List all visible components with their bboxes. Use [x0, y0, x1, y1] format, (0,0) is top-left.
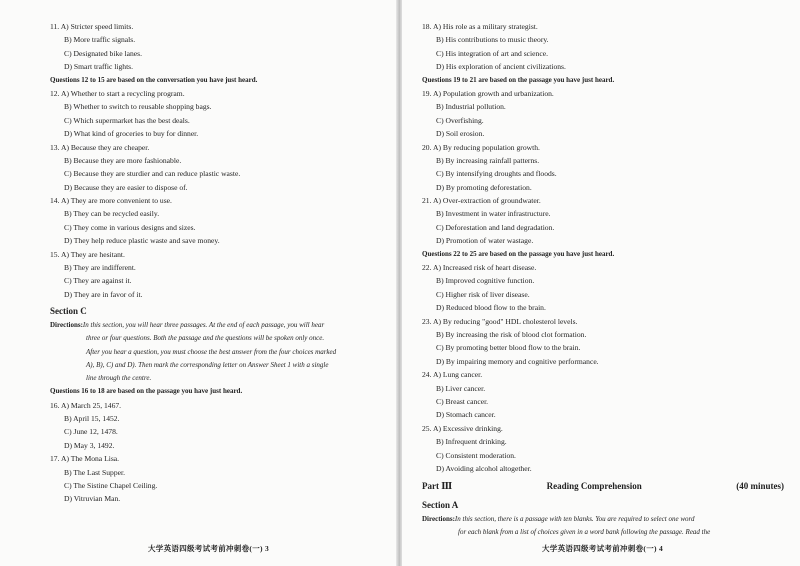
answer-option: D) Reduced blood flow to the brain. [436, 303, 546, 313]
question-option-a: 12. A) Whether to start a recycling program. [50, 88, 185, 98]
right-question-block [422, 20, 784, 475]
question-option-a: 16. A) March 25, 1467. [50, 400, 122, 410]
answer-option: C) They come in various designs and sizes. [64, 222, 196, 232]
directions-line: for each blank from a list of choices given in a word bank following the passage. Read the [458, 528, 711, 537]
answer-option: B) More traffic signals. [64, 35, 136, 45]
question-option-a: 14. A) They are more convenient to use. [50, 196, 172, 206]
answer-option: C) Higher risk of liver disease. [436, 289, 530, 299]
answer-option: B) April 15, 1452. [64, 414, 120, 423]
right-directions [422, 513, 784, 539]
directions-line: A), B), C) and D). Then mark the corresponding letter on Answer Sheet 1 with a single [86, 360, 329, 369]
answer-option: B) By increasing rainfall patterns. [436, 155, 540, 165]
question-option-a: 19. A) Population growth and urbanization. [422, 88, 554, 98]
question-option-a: 22. A) Increased risk of heart disease. [422, 263, 537, 273]
answer-option: B) His contributions to music theory. [436, 35, 549, 45]
answer-option: B) Whether to switch to reusable shopping bags. [64, 102, 212, 112]
section-c-heading: Section C [50, 306, 87, 317]
answer-option: C) By promoting better blood flow to the brain. [436, 343, 581, 353]
answer-option: B) Investment in water infrastructure. [436, 209, 551, 219]
left-column [50, 20, 385, 506]
directions-line: After you hear a question, you must choose the best answer from the four choices marked [86, 347, 337, 356]
answer-option: B) Infrequent drinking. [436, 437, 507, 447]
left-question-block [50, 20, 385, 301]
left-page-footer: 大学英语四级考试考前冲刺卷(一) 3 [148, 544, 270, 553]
questions-header: Questions 19 to 21 are based on the passage you have just heard. [422, 75, 615, 84]
answer-option: B) Because they are more fashionable. [64, 155, 182, 165]
answer-option: C) His integration of art and science. [436, 48, 548, 58]
right-page-footer: 大学英语四级考试考前冲刺卷(一) 4 [542, 544, 664, 553]
question-option-a: 18. A) His role as a military strategist. [422, 22, 538, 31]
left-page [0, 0, 398, 566]
question-option-a: 17. A) The Mona Lisa. [50, 454, 120, 464]
part-three-heading [422, 478, 784, 495]
question-option-a: 20. A) By reducing population growth. [422, 142, 540, 152]
directions-line: three or four questions. Both the passage and the questions will be spoken only once. [86, 334, 325, 343]
question-option-a: 25. A) Excessive drinking. [422, 423, 503, 433]
answer-option: D) Avoiding alcohol altogether. [436, 463, 532, 473]
answer-option: C) By intensifying droughts and floods. [436, 169, 557, 179]
answer-option: D) May 3, 1492. [64, 440, 115, 450]
answer-option: B) The Last Supper. [64, 467, 126, 477]
part-time: (40 minutes) [736, 481, 784, 492]
answer-option: B) Liver cancer. [436, 383, 486, 393]
directions-text: In this section, you will hear three passages. At the end of each passage, you will hear [82, 321, 325, 330]
questions-header: Questions 22 to 25 are based on the passage you have just heard. [422, 249, 615, 258]
answer-option: B) They can be recycled easily. [64, 209, 160, 219]
question-option-a: 15. A) They are hesitant. [50, 249, 125, 259]
right-column [422, 20, 784, 540]
answer-option: C) Deforestation and land degradation. [436, 222, 555, 232]
left-directions [50, 319, 385, 385]
question-option-a: 21. A) Over-extraction of groundwater. [422, 196, 541, 206]
part-label: Part Ⅲ [422, 481, 453, 492]
questions-header: Questions 12 to 15 are based on the conversation you have just heard. [50, 75, 258, 84]
answer-option: D) Vitruvian Man. [64, 494, 121, 504]
directions-label: Directions: [422, 515, 455, 524]
answer-option: D) Because they are easier to dispose of. [64, 182, 188, 192]
answer-option: D) By promoting deforestation. [436, 182, 532, 192]
answer-option: D) They are in favor of it. [64, 289, 143, 299]
answer-option: D) By impairing memory and cognitive performance. [436, 356, 599, 366]
answer-option: B) Industrial pollution. [436, 102, 506, 112]
answer-option: C) June 12, 1478. [64, 427, 118, 437]
answer-option: C) Which supermarket has the best deals. [64, 115, 190, 125]
answer-option: B) They are indifferent. [64, 263, 136, 273]
answer-option: C) Consistent moderation. [436, 450, 516, 460]
answer-option: C) Breast cancer. [436, 396, 489, 406]
question-option-a: 13. A) Because they are cheaper. [50, 142, 150, 152]
answer-option: D) What kind of groceries to buy for dinner. [64, 129, 199, 139]
answer-option: C) Because they are sturdier and can reduce plastic waste. [64, 169, 241, 179]
right-page [402, 0, 800, 566]
questions-header: Questions 16 to 18 are based on the passage you have just heard. [50, 387, 243, 396]
answer-option: C) They are against it. [64, 276, 132, 286]
question-option-a: 23. A) By reducing "good" HDL cholesterol levels. [422, 316, 578, 326]
answer-option: C) Overfishing. [436, 115, 484, 125]
directions-text: In this section, there is a passage with ten blanks. You are required to select one word [454, 515, 695, 524]
answer-option: B) By increasing the risk of blood clot formation. [436, 329, 587, 339]
answer-option: C) Designated bike lanes. [64, 48, 143, 58]
answer-option: D) Stomach cancer. [436, 410, 496, 420]
left-question-block-2 [50, 385, 385, 506]
section-a-heading: Section A [422, 500, 459, 511]
part-title: Reading Comprehension [546, 481, 642, 492]
question-option-a: 24. A) Lung cancer. [422, 370, 483, 380]
question-option-a: 11. A) Stricter speed limits. [50, 22, 134, 31]
answer-option: D) Soil erosion. [436, 129, 485, 139]
answer-option: C) The Sistine Chapel Ceiling. [64, 480, 158, 490]
answer-option: D) Smart traffic lights. [64, 62, 134, 72]
directions-line: line through the centre. [86, 374, 152, 383]
answer-option: D) Promotion of water wastage. [436, 236, 534, 246]
answer-option: D) His exploration of ancient civilizations. [436, 62, 566, 72]
answer-option: B) Improved cognitive function. [436, 276, 535, 286]
directions-label: Directions: [50, 321, 83, 330]
answer-option: D) They help reduce plastic waste and save money. [64, 236, 220, 246]
